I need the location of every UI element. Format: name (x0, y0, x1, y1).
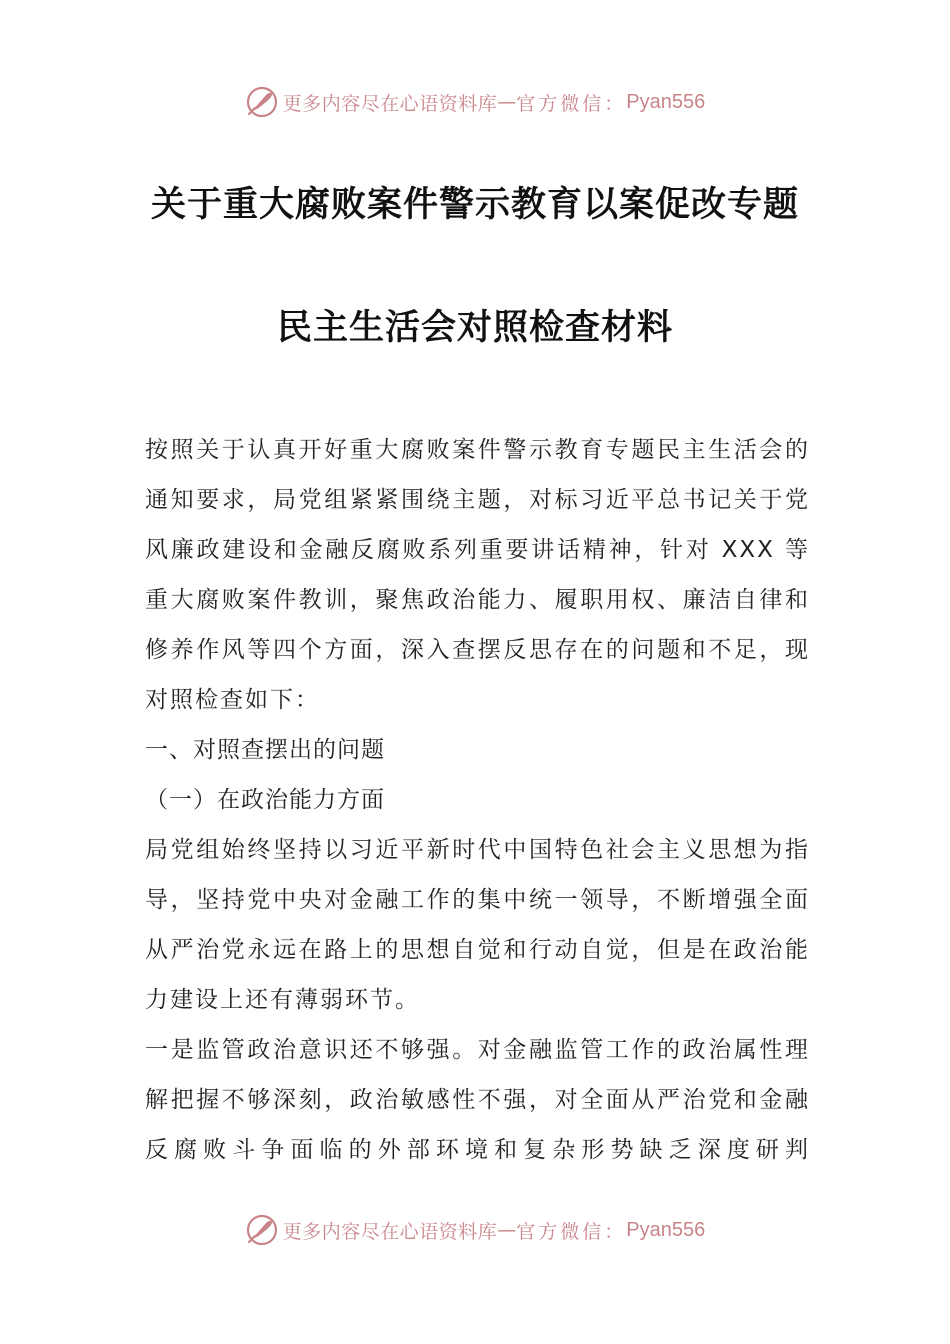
watermark-site-text: 更多内容尽在心语资料库 (282, 1220, 498, 1243)
subsection-heading: （一）在政治能力方面 (145, 787, 385, 813)
intro-paragraph: 按照关于认真开好重大腐败案件警示教育专题民主生活会的通知要求，局党组紧紧围绕主题，对标习近平总书记关于党风廉政建设和金融反腐败系列重要讲话精神，针对 XXX 等重大腐败案件教训，聚焦政治能力、履职用权、廉洁自律和修养作风等四个方面，深入查摆反思存在的问题和不足，现对照检查如下： (145, 437, 810, 713)
watermark-official-label: 官方微信： (516, 1220, 627, 1243)
section-heading: 一、对照查摆出的问题 (145, 737, 385, 763)
watermark-banner-bottom (0, 1210, 950, 1250)
watermark-site-text: 更多内容尽在心语资料库 (282, 92, 498, 115)
watermark-wechat-id: Pyan556 (626, 90, 706, 113)
document-title-line-2: 民主生活会对照检查材料 (276, 308, 673, 348)
watermark-wechat-id: Pyan556 (626, 1218, 706, 1241)
body-paragraph: 局党组始终坚持以习近平新时代中国特色社会主义思想为指导，坚持党中央对金融工作的集中统一领导，不断增强全面从严治党永远在路上的思想自觉和行动自觉，但是在政治能力建设上还有薄弱环节。 (145, 837, 810, 1013)
quill-logo-icon (245, 1213, 279, 1247)
document-title-line-1: 关于重大腐败案件警示教育以案促改专题 (150, 185, 799, 225)
watermark-dash: — (497, 91, 517, 113)
body-paragraph-continued: 一是监管政治意识还不够强。对金融监管工作的政治属性理解把握不够深刻，政治敏感性不强，对全面从严治党和金融反腐败斗争面临的外部环境和复杂形势缺乏深度研判 (145, 1037, 810, 1163)
quill-logo-icon (245, 85, 279, 119)
watermark-dash: — (497, 1219, 517, 1241)
watermark-banner-top (0, 82, 950, 122)
document-body (145, 425, 810, 1175)
watermark-official-label: 官方微信： (516, 92, 627, 115)
